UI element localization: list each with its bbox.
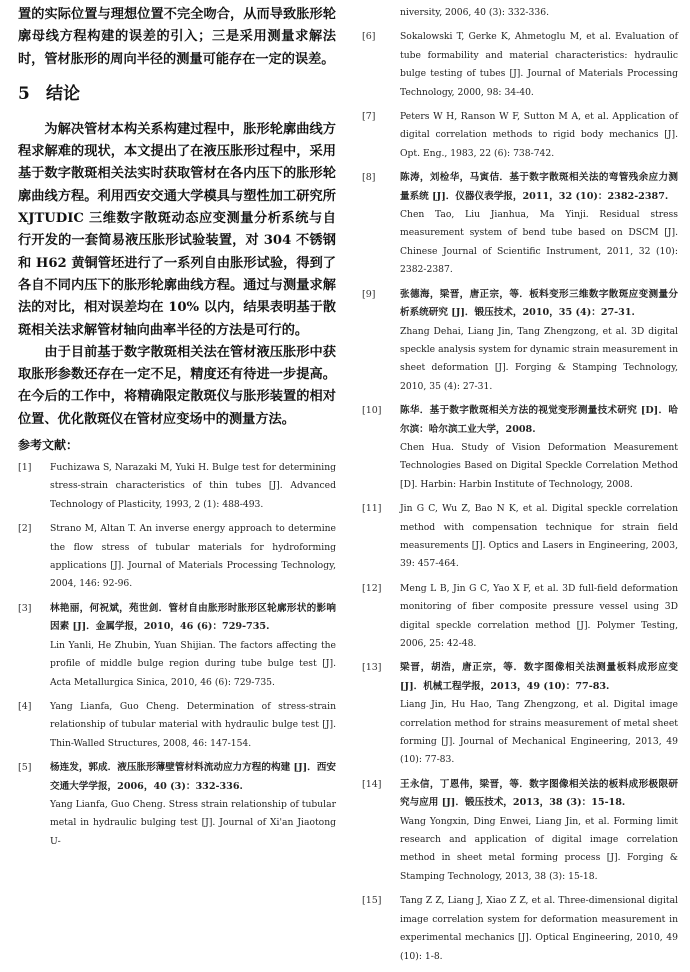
reference-text [400, 402, 678, 494]
reference-item [362, 580, 678, 654]
reference-item [18, 759, 336, 851]
reference-english: Liang Jin, Hu Hao, Tang Zhengzong, et al. Digital image correlation method for strains measurement of metal sheet forming [J]. Journal of Mechanical Engineering, 2013, 49 (10): 77-83. [400, 699, 678, 766]
reference-text: niversity, 2006, 40 (3): 332-336. [400, 7, 549, 18]
reference-item [362, 500, 678, 574]
reference-item [362, 776, 678, 886]
reference-english: Meng L B, Jin G C, Yao X F, et al. 3D full-field deformation monitoring of fiber composite pressure vessel using 3D digital speckle correlation method [J]. Polymer Testing, 2006, 25: 42-48. [400, 582, 678, 649]
reference-chinese: 张德海，梁晋，唐正宗，等．板料变形三维数字散斑应变测量分析系统研究 [J]．锻压技术，2010，35 (4)：27-31. [400, 288, 678, 319]
reference-number: [6] [362, 31, 376, 43]
reference-item [362, 108, 678, 163]
reference-number: [15] [362, 895, 382, 907]
reference-text [50, 600, 336, 692]
reference-english: Zhang Dehai, Liang Jin, Tang Zhengzong, et al. 3D digital speckle analysis system for dynamic strain measurement in sheet deformation [J]. Forging & Stamping Technology, 2010, 35 (4): 27-31. [400, 325, 678, 392]
reference-chinese: 杨连发，郭成．液压胀形薄壁管材料流动应力方程的构建 [J]．西安交通大学学报，2006，40 (3)：332-336. [50, 762, 336, 792]
intro-paragraph: 置的实际位置与理想位置不完全吻合，从而导致胀形轮廓母线方程构建的误差的引入；三是采用测量求解法时，管材胀形的周向半径的测量可能存在一定的误差。 [18, 7, 336, 67]
left-column [18, 4, 336, 857]
reference-item [18, 459, 336, 514]
right-column [362, 4, 678, 972]
reference-text [50, 459, 336, 514]
reference-number: [9] [362, 288, 376, 300]
reference-english: Yang Lianfa, Guo Cheng. Determination of stress-strain relationship of tubular material with hydraulic bulge test [J]. Thin-Walled Structures, 2008, 46: 147-154. [50, 700, 336, 749]
reference-english: Jin G C, Wu Z, Bao N K, et al. Digital speckle correlation method with compensation technique for strain field measurements [J]. Optics and Lasers in Engineering, 2003, 39: 457-464. [400, 503, 678, 570]
reference-chinese: 林艳丽，何祝斌，苑世剑．管材自由胀形时胀形区轮廓形状的影响因素 [J]．金属学报，2010，46 (6)：729-735. [50, 602, 336, 633]
reference-number: [5] [18, 762, 32, 774]
reference-text [50, 759, 336, 851]
reference-item [362, 892, 678, 966]
reference-text [50, 520, 336, 594]
reference-item [362, 28, 678, 102]
reference-text [400, 286, 678, 396]
reference-english: Sokalowski T, Gerke K, Ahmetoglu M, et al. Evaluation of tube formability and material characteristics: hydraulic bulge testing of tubes [J]. Journal of Materials Processing Technology, 2000, 98: 34-40. [400, 31, 678, 98]
reference-continuation [362, 4, 678, 22]
reference-number: [1] [18, 462, 32, 474]
reference-english: Peters W H, Ranson W F, Sutton M A, et al. Application of digital correlation methods to rigid body mechanics [J]. Opt. Eng., 1983, 22 (6): 738-742. [400, 111, 678, 159]
reference-english: Yang Lianfa, Guo Cheng. Stress strain relationship of tubular metal in hydraulic bulging test [J]. Journal of Xi'an Jiaotong U- [50, 798, 336, 847]
conclusion-paragraph: 由于目前基于数字散斑相关法在管材液压胀形中获取胀形参数还存在一定不足，精度还有待进一步提高。在今后的工作中，将精确限定散斑仪与胀形装置的相对位置、优化散斑仪在管材应变场中的测量方法。 [18, 344, 336, 427]
reference-item [18, 600, 336, 692]
reference-number: [3] [18, 602, 32, 614]
reference-item [362, 659, 678, 769]
reference-text [400, 659, 678, 769]
reference-number: [13] [362, 662, 382, 674]
section-title: 结论 [46, 83, 80, 104]
reference-item [18, 520, 336, 594]
reference-text [400, 28, 678, 102]
conclusion-paragraph: 为解决管材本构关系构建过程中，胀形轮廓曲线方程求解难的现状，本文提出了在液压胀形过程中，采用基于数字散斑相关法实时获取管材在各内压下的胀形轮廓曲线方程。利用西安交通大学模具与塑性加工研究所 XJTUDIC 三维数字散斑动态应变测量分析系统与自行开发的一套简易液压胀形试验装置，对 304 不锈钢和 H62 黄铜管坯进行了一系列自由胀形试验，得到了各自不同内压下的胀形轮廓曲线方程。通过与测量求解法的对比，相对误差均在 10% 以内，结果表明基于散斑相关法求解管材轴向曲率半径的方法是可行的。 [18, 121, 336, 338]
reference-number: [11] [362, 503, 382, 515]
reference-text [400, 500, 678, 574]
reference-number: [4] [18, 700, 32, 712]
reference-number: [7] [362, 111, 376, 123]
reference-number: [12] [362, 582, 382, 594]
reference-text [400, 108, 678, 163]
reference-text [400, 776, 678, 886]
reference-item [362, 169, 678, 279]
reference-number: [14] [362, 778, 382, 790]
reference-chinese: 陈涛，刘检华，马寅佶．基于数字散斑相关法的弯管残余应力测量系统 [J]．仪器仪表学报，2011，32 (10)：2382-2387. [400, 172, 678, 202]
reference-english: Chen Tao, Liu Jianhua, Ma Yinji. Residual stress measurement system of bend tube based on DSCM [J]. Chinese Journal of Scientific Instrument, 2011, 32 (10): 2382-2387. [400, 209, 678, 276]
reference-english: Tang Z Z, Liang J, Xiao Z Z, et al. Three-dimensional digital image correlation system for deformation measurement in experimental mechanics [J]. Optical Engineering, 2010, 49 (10): 1-8. [400, 895, 678, 962]
reference-number: [2] [18, 523, 32, 535]
reference-english: Lin Yanli, He Zhubin, Yuan Shijian. The factors affecting the profile of middle bulge region during tube bulge test [J]. Acta Metallurgica Sinica, 2010, 46 (6): 729-735. [50, 639, 336, 688]
reference-english: Fuchizawa S, Narazaki M, Yuki H. Bulge test for determining stress-strain characteristics of thin tubes [J]. Advanced Technology of Plasticity, 1993, 2 (1): 488-493. [50, 462, 336, 510]
reference-text [400, 169, 678, 279]
reference-item [362, 402, 678, 494]
reference-text [400, 580, 678, 654]
reference-number: [8] [362, 172, 376, 184]
reference-chinese: 陈华．基于数字散斑相关方法的视觉变形测量技术研究 [D]．哈尔滨：哈尔滨工业大学，2008. [400, 405, 678, 435]
reference-english: Wang Yongxin, Ding Enwei, Liang Jin, et al. Forming limit research and application of digital image correlation method in sheet metal forming process [J]. Forging & Stamping Technology, 2013, 38 (3): 15-18. [400, 815, 678, 882]
reference-text [400, 892, 678, 966]
reference-item [18, 698, 336, 753]
section-number: 5 [18, 83, 30, 104]
reference-list [362, 28, 678, 966]
reference-item [362, 286, 678, 396]
reference-english: Chen Hua. Study of Vision Deformation Measurement Technologies Based on Digital Speckle Correlation Method [D]. Harbin: Harbin Institute of Technology, 2008. [400, 441, 678, 490]
reference-chinese: 梁晋，胡浩，唐正宗，等．数字图像相关法测量板料成形应变 [J]．机械工程学报，2013，49 (10)：77-83. [400, 662, 678, 692]
reference-chinese: 王永信，丁恩伟，梁晋，等．数字图像相关法的板料成形极限研究与应用 [J]．锻压技术，2013，38 (3)：15-18. [400, 778, 678, 809]
references-title: 参考文献： [18, 438, 79, 453]
reference-list [18, 459, 336, 851]
reference-number: [10] [362, 405, 382, 417]
reference-english: Strano M, Altan T. An inverse energy approach to determine the flow stress of tubular materials for hydroforming applications [J]. Journal of Materials Processing Technology, 2004, 146: 92-96. [50, 523, 336, 590]
section-heading [18, 80, 336, 108]
reference-text [50, 698, 336, 753]
